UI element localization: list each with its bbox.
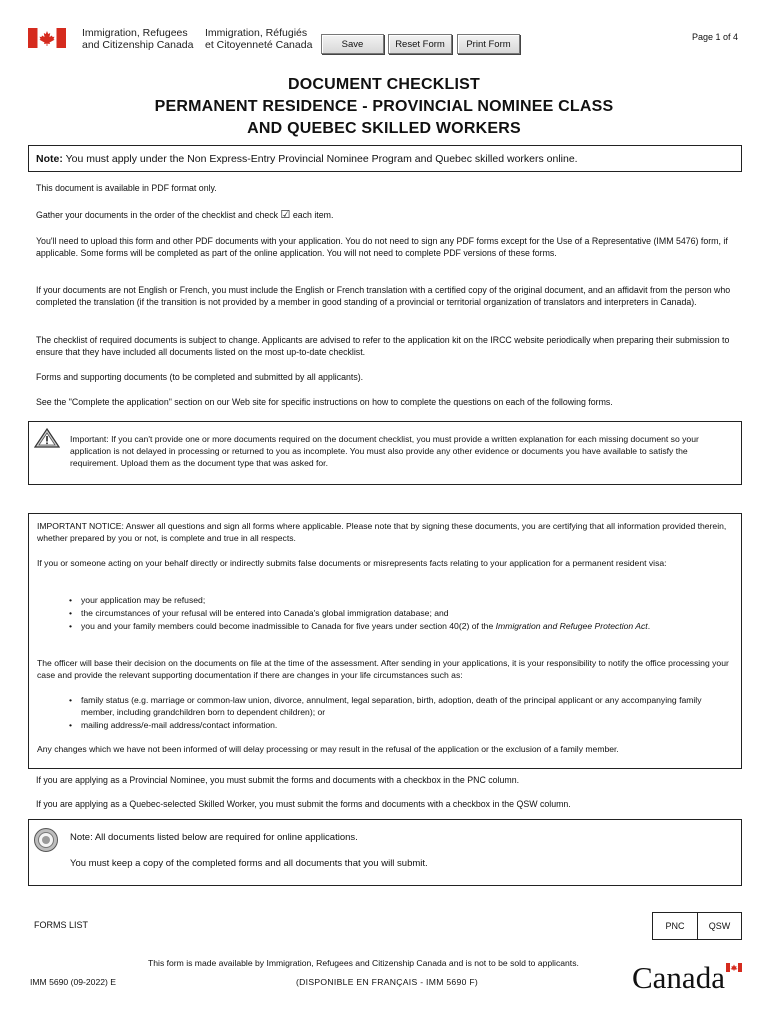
online-requirements-box — [28, 819, 742, 886]
note-label: Note: — [36, 153, 63, 165]
forms-list-heading: FORMS LIST — [34, 920, 89, 930]
list-item: • your application may be refused; — [67, 594, 717, 606]
consequences-list — [67, 594, 717, 633]
forms-list-columns — [652, 912, 742, 940]
list-item: • family status (e.g. marriage or common-law union, divorce, annulment, legal separation, birth, adoption, death of the principal applicant or any accompanying family member, including grandchildren born to dependent children); or — [67, 694, 717, 718]
save-button[interactable]: Save — [321, 34, 384, 54]
upload-instructions-text: You'll need to upload this form and other PDF documents with your application. You do not need to sign any PDF forms except for the Use of a Representative (IMM 5476) form, if applicable. Some forms will be completed as part of the online application. You will not need to complete PDF versions of these forms. — [36, 236, 728, 258]
pnc-column-header: PNC — [653, 913, 698, 939]
form-identifier: IMM 5690 (09-2022) E — [30, 977, 116, 987]
changes-warning-text: Any changes which we have not been informed of will delay processing or may result in the refusal of the application or the exclusion of a family member. — [37, 744, 619, 754]
important-text: Important: If you can't provide one or more documents required on the document checklist, you must provide a written explanation for each missing document so your application is not delayed in processing or returned to you as incomplete. You must also provide any other evidence or documents you have available to satisfy the requirement. Upload them as the document type that was asked for. — [70, 434, 699, 468]
qsw-instructions-text: If you are applying as a Quebec-selected Skilled Worker, you must submit the forms and documents with a checkbox in the QSW column. — [36, 799, 571, 809]
canada-wordmark — [632, 960, 744, 996]
availability-notice: This form is made available by Immigration, Refugees and Citizenship Canada and is not to be sold to applicants. — [148, 958, 579, 968]
list-item: • mailing address/e-mail address/contact information. — [67, 719, 717, 731]
reset-form-button[interactable]: Reset Form — [388, 34, 452, 54]
list-item: • you and your family members could become inadmissible to Canada for five years under section 40(2) of the Immigration and Refugee Protection Act. — [67, 620, 717, 632]
page-title: DOCUMENT CHECKLIST — [287, 76, 481, 93]
officer-decision-text: The officer will base their decision on the documents on file at the time of the assessment. After sending in your applications, it is your responsibility to notify the office processing your case and provide the relevant supporting documentation if there are changes in your life circumstances such as: — [37, 658, 729, 680]
department-name-en: Immigration, Refugees and Citizenship Canada — [82, 27, 194, 51]
misrepresentation-text: If you or someone acting on your behalf directly or indirectly submits false documents or misrepresents facts relating to your application for a permanent resident visa: — [37, 558, 667, 568]
info-circle-icon — [33, 827, 59, 853]
page-indicator: Page 1 of 4 — [691, 32, 738, 42]
keep-copy-note: You must keep a copy of the completed forms and all documents that you will submit. — [70, 858, 428, 869]
list-item: • the circumstances of your refusal will be entered into Canada's global immigration database; and — [67, 607, 717, 619]
pnc-instructions-text: If you are applying as a Provincial Nominee, you must submit the forms and documents with a checkbox in the PNC column. — [36, 775, 520, 785]
note-text: You must apply under the Non Express-Entry Provincial Nominee Program and Quebec skilled workers online. — [62, 153, 578, 165]
online-note-box — [28, 145, 742, 172]
warning-triangle-icon — [34, 428, 60, 448]
qsw-column-header: QSW — [708, 921, 731, 931]
page-subtitle-2: AND QUEBEC SKILLED WORKERS — [247, 120, 521, 137]
wordmark-flag-icon — [726, 963, 742, 972]
canada-flag-icon — [28, 28, 66, 48]
translation-requirements-text: If your documents are not English or French, you must include the English or French translation with a certified copy of the original document, and an affidavit from the person who completed the translation (if the transition is not provided by a member in good standing of a provincial or territorial organization of translators and interpreters in Canada). — [36, 285, 731, 307]
online-required-note: Note: All documents listed below are required for online applications. — [70, 832, 358, 843]
important-box — [28, 421, 742, 485]
complete-application-text: See the "Complete the application" section on our Web site for specific instructions on how to complete the questions on each of the following forms. — [36, 397, 613, 407]
important-notice-box — [28, 513, 742, 769]
page-subtitle: PERMANENT RESIDENCE - PROVINCIAL NOMINEE CLASS — [154, 98, 614, 115]
print-form-button[interactable]: Print Form — [457, 34, 520, 54]
life-changes-list — [67, 694, 717, 732]
notice-certify-text: IMPORTANT NOTICE: Answer all questions and sign all forms where applicable. Please note that by signing these documents, you are certifying that all information provided therein, whether prepared by you or not, is complete and true in all respects. — [37, 521, 727, 543]
gather-documents-text: Gather your documents in the order of the checklist and check ☑ each item. — [36, 209, 334, 221]
checklist-change-text: The checklist of required documents is subject to change. Applicants are advised to refer to the application kit on the IRCC website periodically when preparing their submission to ensure that they have included all documents listed on the most up-to-date checklist. — [36, 335, 730, 357]
pdf-only-text: This document is available in PDF format only. — [36, 183, 217, 193]
canada-wordmark-text: Canada — [632, 960, 725, 995]
checkbox-checked-icon: ☑ — [280, 209, 291, 221]
department-name-fr: Immigration, Réfugiés et Citoyenneté Canada — [205, 27, 313, 51]
french-availability: (DISPONIBLE EN FRANÇAIS - IMM 5690 F) — [296, 977, 479, 987]
forms-supporting-text: Forms and supporting documents (to be completed and submitted by all applicants). — [36, 372, 364, 382]
